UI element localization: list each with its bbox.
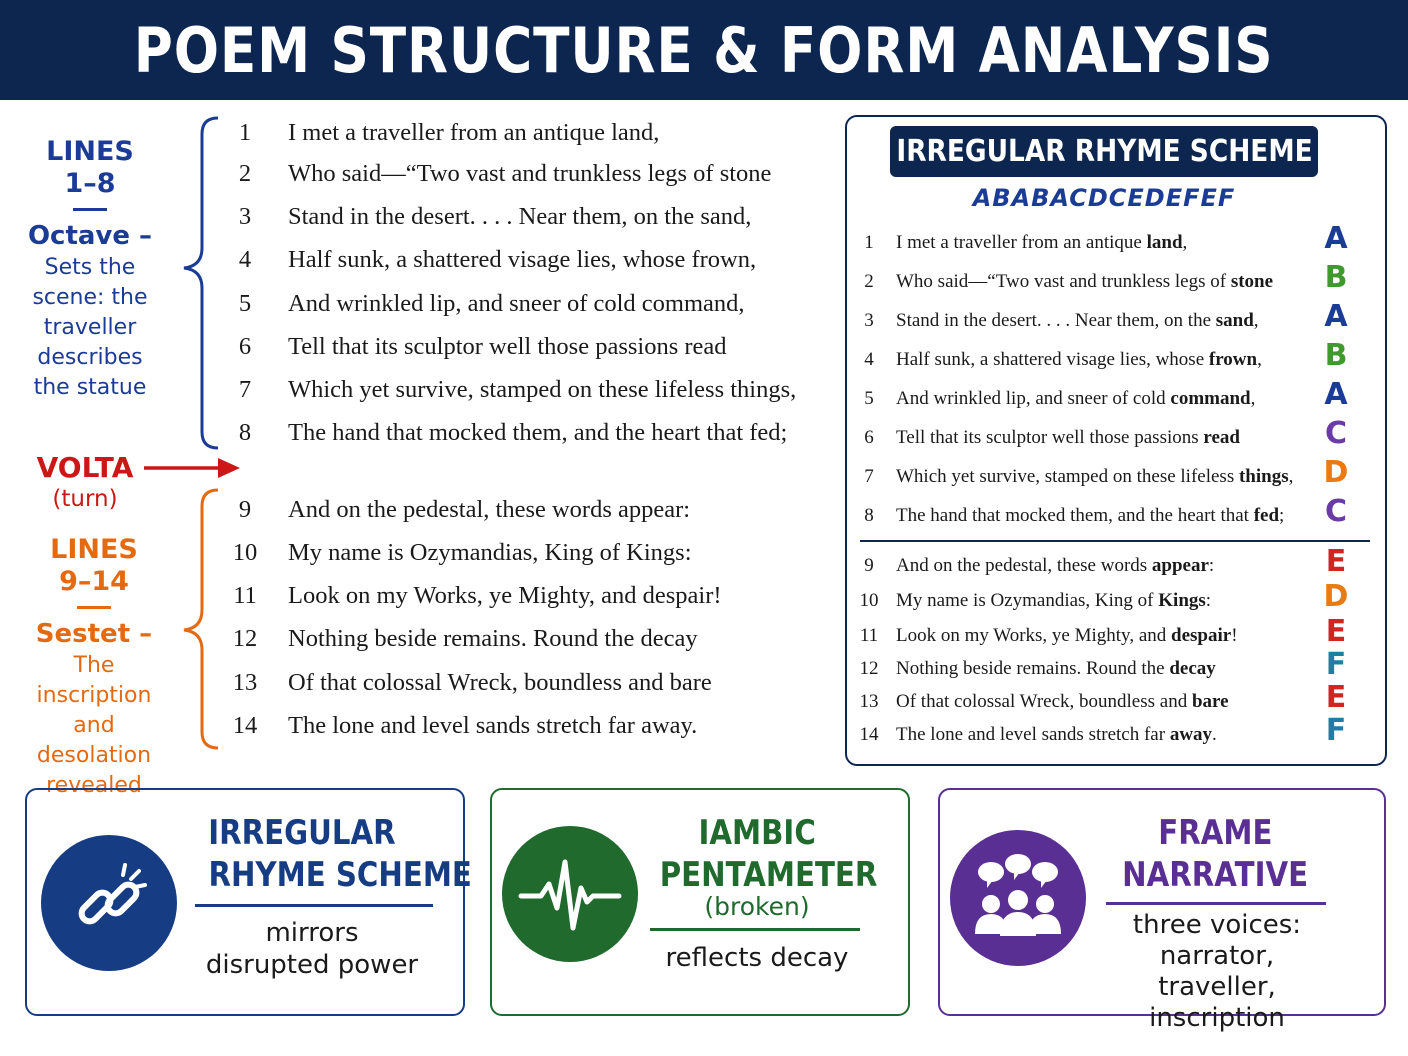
card-title-line-1: FRAME (1157, 813, 1273, 853)
rhyme-word: land (1146, 232, 1183, 253)
card-subtitle: (broken) (704, 892, 810, 921)
line-text: Stand in the desert. . . . Near them, on the sand, (288, 203, 752, 230)
poem-line-9 (226, 496, 690, 524)
rhyme-line-number: 14 (859, 724, 879, 745)
line-text: The lone and level sands stretch far away. (288, 712, 698, 739)
volta-arrow-head (218, 458, 240, 478)
rhyme-word: sand (1215, 310, 1254, 331)
volta-sub: (turn) (52, 486, 118, 512)
rhyme-line-pre: I met a traveller from an antique (896, 232, 1147, 253)
rhyme-line-text (896, 625, 1238, 647)
stanza-divider (860, 540, 1370, 542)
line-number: 7 (238, 376, 252, 403)
octave-desc-1: Sets the (44, 255, 136, 280)
rhyme-line-text (896, 232, 1187, 254)
card-desc-line-2: narrator, traveller, (1158, 941, 1276, 1002)
sestet-lines-range: 9–14 (59, 566, 129, 597)
poem-line-11 (226, 582, 722, 610)
line-text: My name is Ozymandias, King of Kings: (288, 539, 692, 566)
rhyme-line-text (896, 555, 1214, 577)
card-rule (650, 928, 860, 931)
octave-lines-label: LINES (46, 136, 134, 167)
rhyme-line-1 (852, 229, 1372, 257)
rhyme-panel-title (890, 126, 1318, 177)
rhyme-scheme-pattern: ABABACDCEDEFEF (972, 184, 1236, 212)
rhyme-line-text (896, 388, 1255, 410)
sestet-desc-1: The inscription (36, 653, 152, 708)
rhyme-line-text (896, 505, 1284, 527)
card-desc-line-3: inscription (1149, 1003, 1285, 1033)
rhyme-line-pre: Who said—“Two vast and trunkless legs of (896, 271, 1231, 292)
heartbeat-icon (515, 844, 625, 944)
card-desc (1100, 910, 1334, 1034)
octave-desc-2: scene: the (32, 285, 148, 310)
rhyme-line-pre: The lone and level sands stretch far (896, 724, 1170, 745)
sestet-title: Sestet – (35, 619, 153, 649)
card-desc-line-2: disrupted power (205, 950, 419, 980)
page-title: POEM STRUCTURE & FORM ANALYSIS (134, 13, 1274, 87)
rhyme-letter: C (1324, 494, 1348, 529)
rhyme-line-post: : (1208, 555, 1215, 576)
card-icon-circle (41, 835, 177, 971)
rhyme-letter: A (1324, 299, 1348, 334)
poem-line-1 (226, 119, 659, 147)
card-iambic-pentameter (490, 788, 910, 1016)
rhyme-word: fed (1253, 505, 1280, 526)
rhyme-line-post: : (1205, 590, 1212, 611)
card-frame-narrative (938, 788, 1386, 1033)
poem-line-8 (226, 419, 787, 447)
rhyme-line-2 (852, 268, 1372, 296)
rhyme-letter: E (1325, 614, 1347, 649)
rhyme-line-11 (852, 622, 1372, 650)
card-title-line-2: PENTAMETER (659, 855, 878, 895)
line-number: 4 (238, 246, 252, 273)
card-icon-circle (950, 830, 1086, 966)
rhyme-line-10 (852, 587, 1372, 615)
line-number: 3 (238, 203, 252, 230)
line-text: Tell that its sculptor well those passions read (288, 333, 727, 360)
line-number: 1 (238, 119, 252, 146)
card-title (187, 812, 472, 896)
line-number: 6 (238, 333, 252, 360)
rhyme-panel-title-text: IRREGULAR RHYME SCHEME (895, 134, 1313, 169)
rhyme-word: things (1238, 466, 1289, 487)
rhyme-letter: B (1324, 260, 1348, 295)
rhyme-line-14 (852, 721, 1372, 749)
poem-line-7 (226, 376, 796, 404)
rhyme-word: away (1169, 724, 1213, 745)
poem-line-13 (226, 669, 712, 697)
card-rule (1106, 902, 1326, 905)
rhyme-letter: F (1325, 647, 1347, 682)
card-rule (195, 904, 433, 907)
line-text: Nothing beside remains. Round the decay (288, 625, 698, 652)
rhyme-letter: E (1325, 680, 1347, 715)
line-number: 8 (238, 419, 252, 446)
rhyme-line-number: 8 (864, 505, 874, 526)
line-text: And on the pedestal, these words appear: (288, 496, 691, 523)
rhyme-line-8 (852, 502, 1372, 530)
octave-lines-range: 1–8 (64, 168, 116, 199)
line-number: 13 (232, 669, 258, 696)
rhyme-line-pre: Nothing beside remains. Round the (896, 658, 1170, 679)
card-desc-line-1: three voices: (1132, 910, 1302, 940)
card-irregular-rhyme (25, 788, 472, 1016)
rhyme-line-number: 12 (859, 658, 879, 679)
rhyme-line-number: 4 (864, 349, 874, 370)
rhyme-letter: E (1325, 544, 1347, 579)
rhyme-line-3 (852, 307, 1372, 335)
rhyme-line-post: , (1257, 349, 1262, 370)
rhyme-line-text (896, 466, 1293, 488)
line-number: 9 (238, 496, 252, 523)
rhyme-line-number: 10 (859, 590, 879, 611)
octave-brace (184, 118, 218, 448)
rhyme-word: bare (1191, 691, 1229, 712)
rhyme-line-post: . (1212, 724, 1217, 745)
card-title-line-1: IAMBIC (698, 813, 816, 853)
line-text: And wrinkled lip, and sneer of cold command, (288, 290, 745, 317)
rhyme-line-post: , (1253, 310, 1259, 331)
structure-braces (0, 0, 260, 760)
broken-chain-icon (59, 853, 159, 953)
rhyme-line-13 (852, 688, 1372, 716)
card-title (1100, 812, 1330, 896)
volta-title: VOLTA (36, 451, 134, 484)
line-text: I met a traveller from an antique land, (288, 119, 660, 146)
rhyme-word: stone (1230, 271, 1274, 292)
rhyme-word: appear (1151, 555, 1209, 576)
line-text: Half sunk, a shattered visage lies, whose frown, (288, 246, 757, 273)
card-title-line-2: RHYME SCHEME (208, 855, 472, 895)
card-title-line-2: NARRATIVE (1122, 855, 1308, 895)
poem-line-3 (226, 203, 751, 231)
line-number: 5 (238, 290, 252, 317)
rhyme-letter: D (1323, 455, 1349, 490)
rhyme-line-text (896, 691, 1229, 713)
rhyme-line-post: , (1288, 466, 1294, 487)
card-desc-line-1: mirrors (265, 918, 359, 948)
rhyme-line-12 (852, 655, 1372, 683)
rhyme-line-text (896, 271, 1273, 293)
octave-desc-5: the statue (33, 375, 147, 400)
poem-line-2 (226, 160, 771, 188)
rhyme-word: command (1170, 388, 1251, 409)
rhyme-line-pre: And wrinkled lip, and sneer of cold (896, 388, 1171, 409)
rhyme-line-pre: Which yet survive, stamped on these lifeless (896, 466, 1239, 487)
card-desc (187, 917, 437, 981)
rhyme-line-6 (852, 424, 1372, 452)
rhyme-line-pre: Of that colossal Wreck, boundless and (896, 691, 1192, 712)
card-desc-line-1: reflects decay (665, 943, 849, 973)
line-number: 12 (232, 625, 258, 652)
line-number: 14 (232, 712, 258, 739)
rhyme-word: Kings (1158, 590, 1206, 611)
rhyme-line-5 (852, 385, 1372, 413)
line-text: The hand that mocked them, and the heart that fed; (288, 419, 788, 446)
card-icon-circle (502, 826, 638, 962)
rhyme-line-text (896, 724, 1217, 746)
rhyme-letter: F (1325, 713, 1347, 748)
rhyme-line-post: ; (1279, 505, 1285, 526)
rhyme-line-number: 7 (864, 466, 874, 487)
sestet-desc-2: and desolation (36, 713, 152, 768)
rhyme-letter: A (1324, 377, 1348, 412)
rhyme-line-post: , (1182, 232, 1188, 253)
rhyme-letter: D (1323, 579, 1349, 614)
card-desc (642, 942, 872, 974)
line-number: 11 (233, 582, 257, 609)
rhyme-line-post: , (1250, 388, 1256, 409)
rhyme-line-4 (852, 346, 1372, 374)
rhyme-line-number: 9 (864, 555, 874, 576)
rhyme-line-9 (852, 552, 1372, 580)
octave-desc-4: describes (37, 345, 143, 370)
poem-line-6 (226, 333, 727, 361)
sestet-desc-3: revealed (46, 773, 142, 798)
line-number: 2 (238, 160, 252, 187)
rhyme-letter: C (1324, 416, 1348, 451)
poem-line-10 (226, 539, 692, 567)
rhyme-line-pre: My name is Ozymandias, King of (896, 590, 1159, 611)
rhyme-line-text (896, 590, 1211, 612)
rhyme-word: despair (1171, 625, 1232, 646)
sestet-brace (184, 490, 218, 748)
octave-title: Octave – (27, 221, 153, 251)
rhyme-letter: A (1324, 221, 1348, 256)
rhyme-line-text (896, 427, 1240, 449)
rhyme-line-number: 11 (859, 625, 879, 646)
rhyme-line-text (896, 310, 1259, 332)
rhyme-word: frown (1208, 349, 1258, 370)
rhyme-line-number: 13 (859, 691, 879, 712)
poem-line-12 (226, 625, 698, 653)
poem-line-14 (226, 712, 697, 740)
rhyme-line-number: 3 (864, 310, 874, 331)
rhyme-line-pre: Half sunk, a shattered visage lies, whose (896, 349, 1209, 370)
rhyme-line-number: 2 (864, 271, 874, 292)
rhyme-line-pre: Look on my Works, ye Mighty, and (896, 625, 1172, 646)
rhyme-line-pre: The hand that mocked them, and the heart that (896, 505, 1254, 526)
rhyme-letter: B (1324, 338, 1348, 373)
line-text: Of that colossal Wreck, boundless and bare (288, 669, 712, 696)
rhyme-line-7 (852, 463, 1372, 491)
card-title-line-1: IRREGULAR (208, 813, 396, 853)
rhyme-line-pre: Tell that its sculptor well those passions (896, 427, 1204, 448)
poem-line-4 (226, 246, 756, 274)
rhyme-line-pre: And on the pedestal, these words (896, 555, 1152, 576)
rhyme-word: decay (1169, 658, 1216, 679)
speaking-people-icon (963, 848, 1073, 948)
line-text: Which yet survive, stamped on these lifeless things, (288, 376, 797, 403)
octave-desc-3: traveller (43, 315, 137, 340)
line-text: Who said—“Two vast and trunkless legs of stone (288, 160, 772, 187)
rhyme-line-number: 6 (864, 427, 874, 448)
rhyme-line-pre: Stand in the desert. . . . Near them, on the (896, 310, 1216, 331)
rhyme-line-text (896, 349, 1262, 371)
sestet-lines-label: LINES (50, 534, 138, 565)
rhyme-line-number: 5 (864, 388, 874, 409)
line-text: Look on my Works, ye Mighty, and despair! (288, 582, 722, 609)
rhyme-line-text (896, 658, 1216, 680)
card-title (642, 812, 878, 896)
rhyme-word: read (1203, 427, 1240, 448)
rhyme-line-number: 1 (864, 232, 874, 253)
poem-line-5 (226, 290, 745, 318)
line-number: 10 (232, 539, 258, 566)
rhyme-line-post: ! (1231, 625, 1238, 646)
